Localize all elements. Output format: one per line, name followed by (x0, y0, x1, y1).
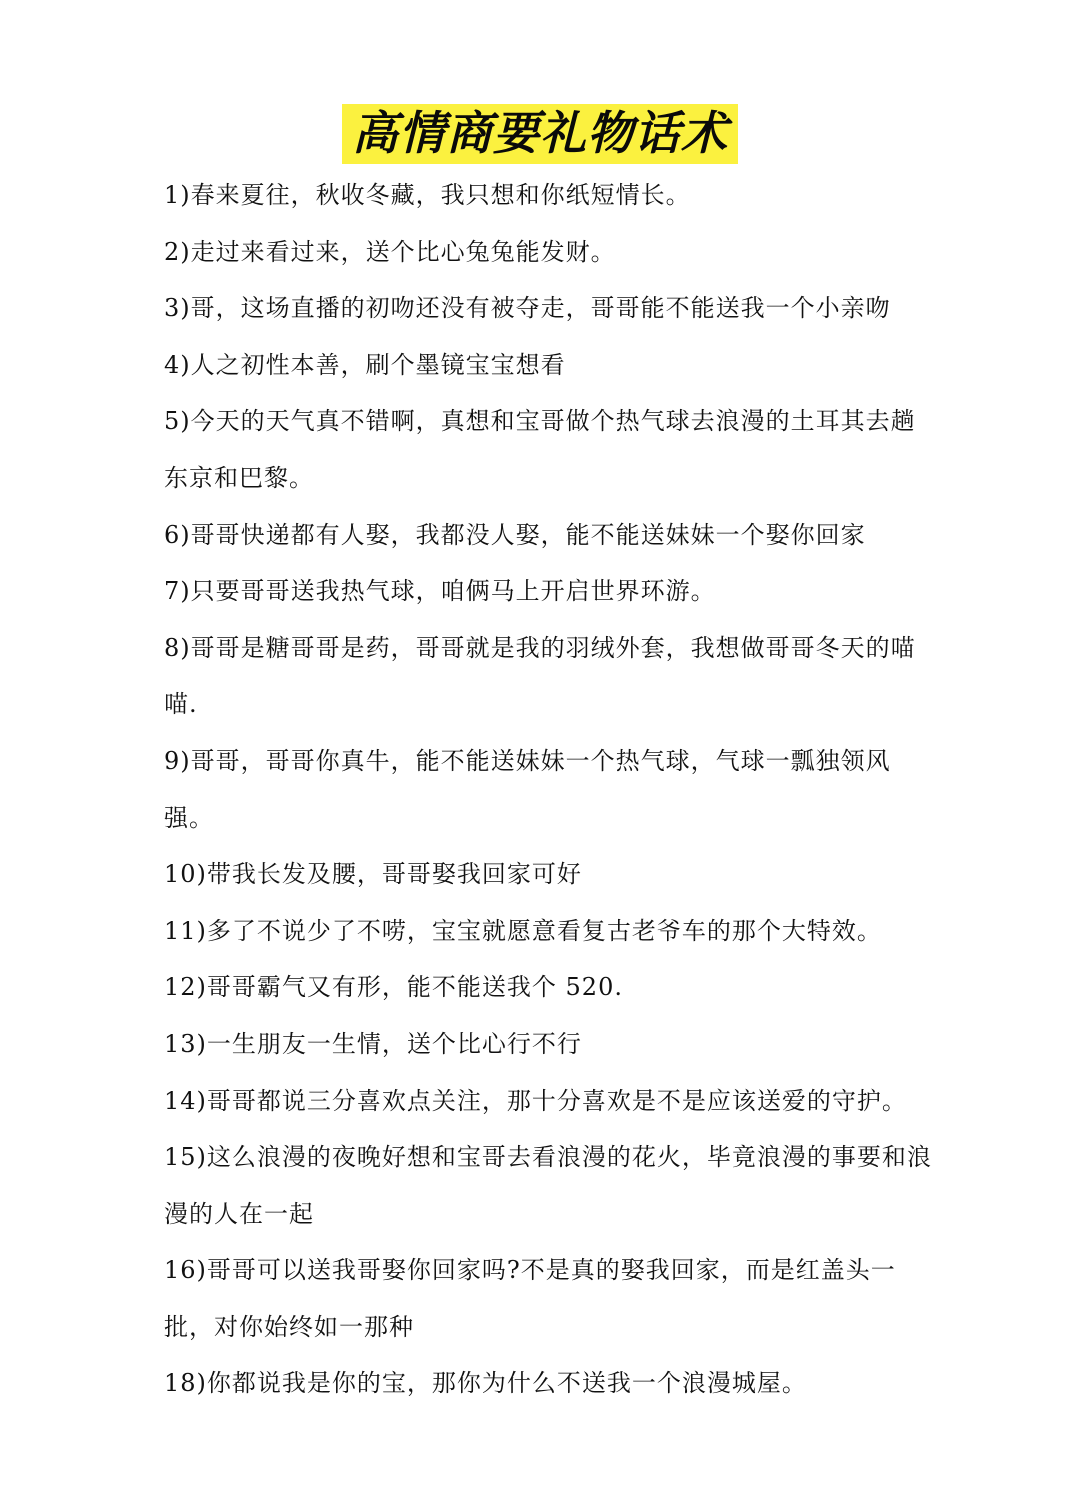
list-item: 1)春来夏往，秋收冬藏，我只想和你纸短情长。 (164, 181, 691, 209)
list-item: 14)哥哥都说三分喜欢点关注，那十分喜欢是不是应该送爱的守护。 (164, 1086, 907, 1115)
list-item: 10)带我长发及腰，哥哥娶我回家可好 (164, 860, 582, 889)
list-item: 18)你都说我是你的宝，那你为什么不送我一个浪漫城屋。 (164, 1369, 807, 1398)
list-item: 16)哥哥可以送我哥娶你回家吗?不是真的娶我回家，而是红盖头一批，对你始终如一那种 (164, 1256, 896, 1341)
list-item: 8)哥哥是糖哥哥是药，哥哥就是我的羽绒外套，我想做哥哥冬天的喵喵. (164, 633, 916, 719)
list-item: 9)哥哥，哥哥你真牛，能不能送妹妹一个热气球，气球一瓢独领风强。 (164, 746, 891, 832)
list-item: 11)多了不说少了不唠，宝宝就愿意看复古老爷车的那个大特效。 (164, 916, 882, 945)
list-item: 6)哥哥快递都有人娶，我都没人娶，能不能送妹妹一个娶你回家 (164, 520, 866, 549)
list-item: 5)今天的天气真不错啊，真想和宝哥做个热气球去浪漫的土耳其去趟东京和巴黎。 (164, 407, 916, 492)
page-title: 高情商要礼物话术 (342, 104, 738, 164)
list-item: 2)走过来看过来，送个比心兔兔能发财。 (164, 237, 616, 266)
list-item: 7)只要哥哥送我热气球，咱俩马上开启世界环游。 (164, 577, 716, 606)
list-item: 12)哥哥霸气又有形，能不能送我个 520. (164, 973, 623, 1002)
list-item: 4)人之初性本善，刷个墨镜宝宝想看 (164, 350, 566, 379)
title-container (0, 104, 1080, 164)
phrase-list (164, 167, 934, 1412)
list-item: 13)一生朋友一生情，送个比心行不行 (164, 1029, 582, 1058)
list-item: 15)这么浪漫的夜晚好想和宝哥去看浪漫的花火，毕竟浪漫的事要和浪漫的人在一起 (164, 1143, 932, 1228)
list-item: 3)哥，这场直播的初吻还没有被夺走，哥哥能不能送我一个小亲吻 (164, 294, 891, 323)
